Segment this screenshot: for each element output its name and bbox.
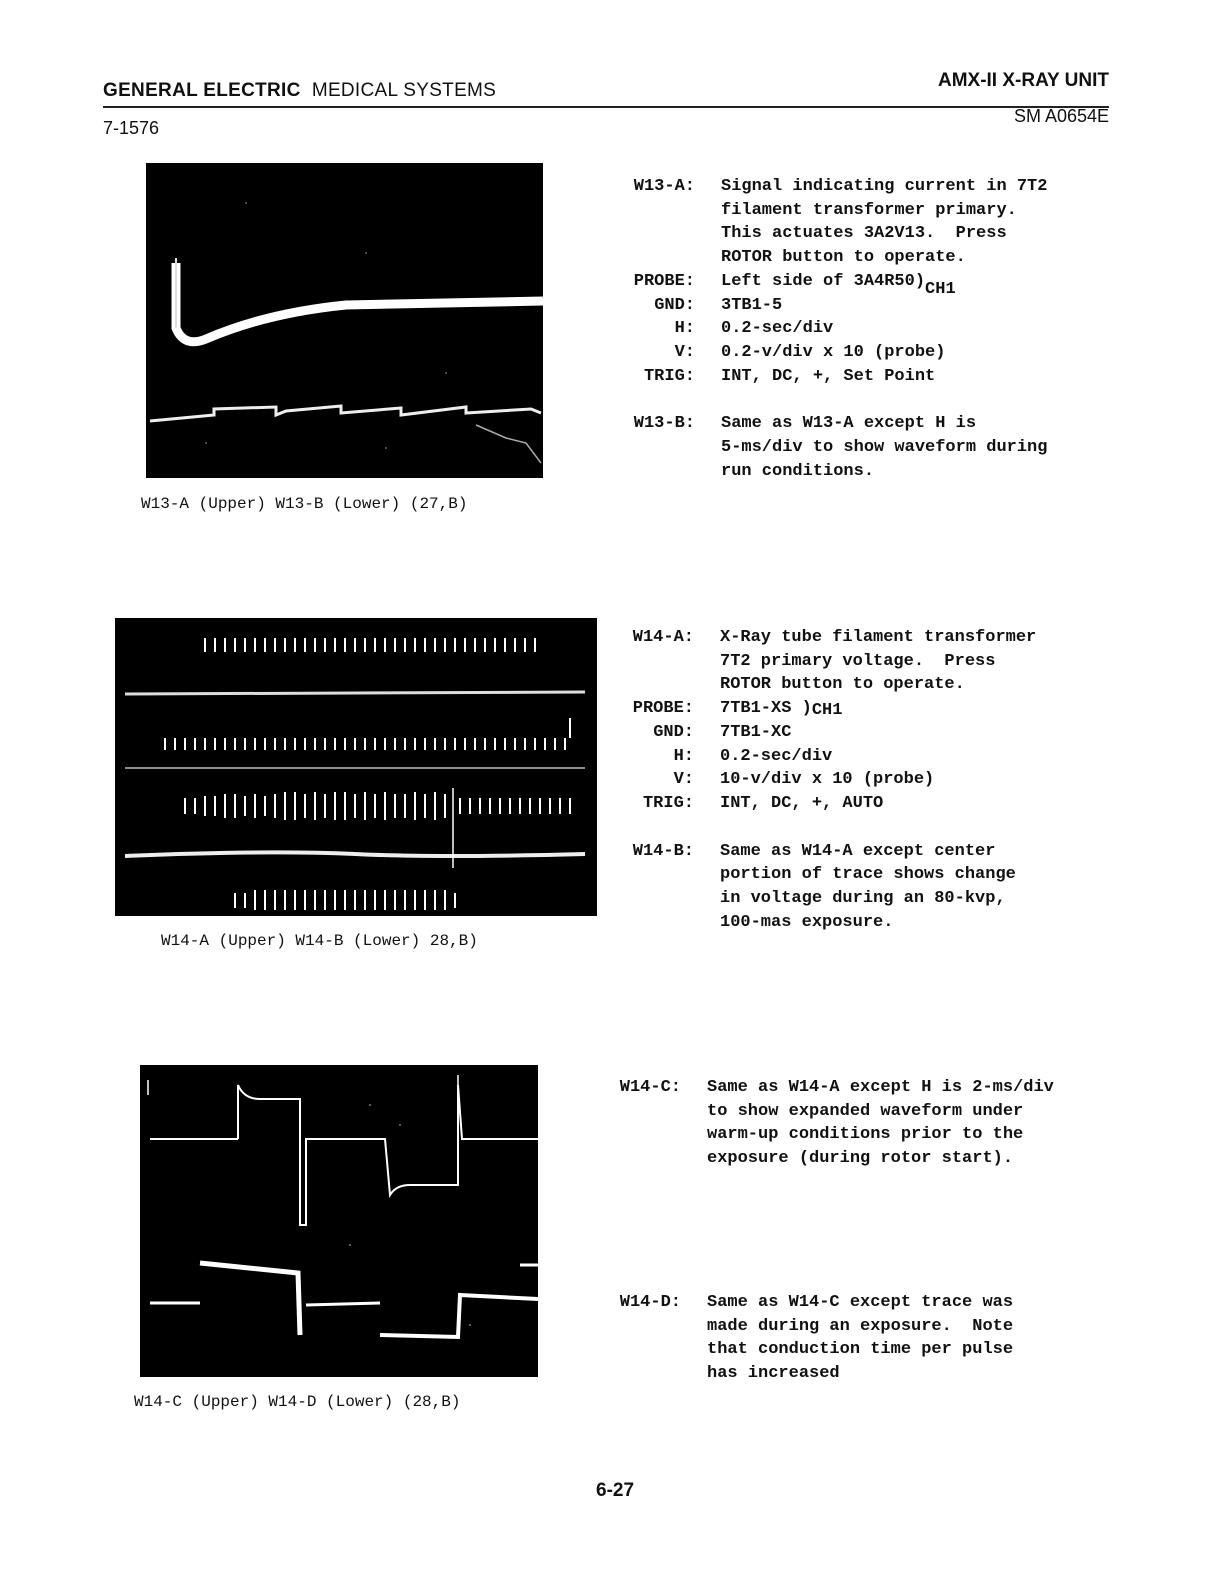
brace-icon: ) bbox=[801, 699, 812, 719]
brace-icon: ) bbox=[914, 271, 926, 291]
document-number: 7-1576 bbox=[103, 118, 160, 138]
oscilloscope-trace-w13 bbox=[146, 163, 543, 478]
page-number: 6-27 bbox=[596, 1480, 635, 1501]
entry-h: H: 0.2-sec/div bbox=[674, 319, 834, 339]
description-w14c bbox=[584, 1076, 1144, 1171]
channel-label: CH1 bbox=[925, 279, 956, 299]
entry-trig: TRIG: INT, DC, +, AUTO bbox=[642, 793, 884, 813]
entry-h: H: 0.2-sec/div bbox=[673, 746, 833, 766]
description-w13 bbox=[598, 175, 1138, 483]
caption-w14ab: W14-A (Upper) W14-B (Lower) 28,B) bbox=[161, 932, 478, 950]
w14ab-waveform bbox=[115, 618, 597, 916]
company-name: GENERAL ELECTRIC bbox=[103, 80, 301, 101]
header-company bbox=[103, 80, 496, 102]
header-rule bbox=[103, 106, 1109, 108]
sm-number: SM A0654E bbox=[1013, 106, 1109, 126]
entry-gnd: GND: 3TB1-5 bbox=[654, 295, 783, 315]
entry-w14-b: W14-B: Same as W14-A except center portion of trace shows change in voltage during an 80-kvp, 100-mas exposure. bbox=[632, 841, 1016, 932]
entry-trig: TRIG: INT, DC, +, Set Point bbox=[643, 366, 936, 386]
entry-w14-c: W14-C: Same as W14-A except H is 2-ms/div to show expanded waveform under warm-up conditions prior to the exposure (during rotor start). bbox=[619, 1078, 1054, 1169]
w14cd-waveform bbox=[140, 1065, 538, 1377]
oscilloscope-trace-w14ab bbox=[115, 618, 597, 916]
entry-v: V: 0.2-v/div x 10 (probe) bbox=[674, 342, 946, 362]
caption-w13: W13-A (Upper) W13-B (Lower) (27,B) bbox=[141, 495, 468, 513]
description-w14ab bbox=[597, 626, 1137, 934]
w13-waveform bbox=[146, 163, 543, 478]
channel-label: CH1 bbox=[811, 701, 843, 721]
entry-w14-a: W14-A: X-Ray tube filament transformer 7T2 primary voltage. Press ROTOR button to operate. bbox=[632, 628, 1037, 695]
caption-w14cd: W14-C (Upper) W14-D (Lower) (28,B) bbox=[134, 1393, 461, 1411]
oscilloscope-trace-w14cd bbox=[140, 1065, 538, 1377]
entry-probe: PROBE: Left side of 3A4R50)CH1 bbox=[633, 271, 956, 299]
product-title: AMX-II X-RAY UNIT bbox=[937, 70, 1109, 91]
entry-w13-a: W13-A: Signal indicating current in 7T2 filament transformer primary. This actuates 3A2V13. Press ROTOR button to operate. bbox=[633, 177, 1048, 268]
entry-v: V: 10-v/div x 10 (probe) bbox=[673, 770, 935, 790]
entry-probe: PROBE: 7TB1-XS )CH1 bbox=[632, 699, 843, 721]
entry-gnd: GND: 7TB1-XC bbox=[653, 722, 792, 742]
entry-w14-d: W14-D: Same as W14-C except trace was made during an exposure. Note that conduction time per pulse has increased bbox=[619, 1293, 1014, 1384]
entry-w13-b: W13-B: Same as W13-A except H is 5-ms/div to show waveform during run conditions. bbox=[633, 414, 1048, 481]
division-name: MEDICAL SYSTEMS bbox=[311, 80, 497, 101]
description-w14d bbox=[584, 1291, 1144, 1386]
